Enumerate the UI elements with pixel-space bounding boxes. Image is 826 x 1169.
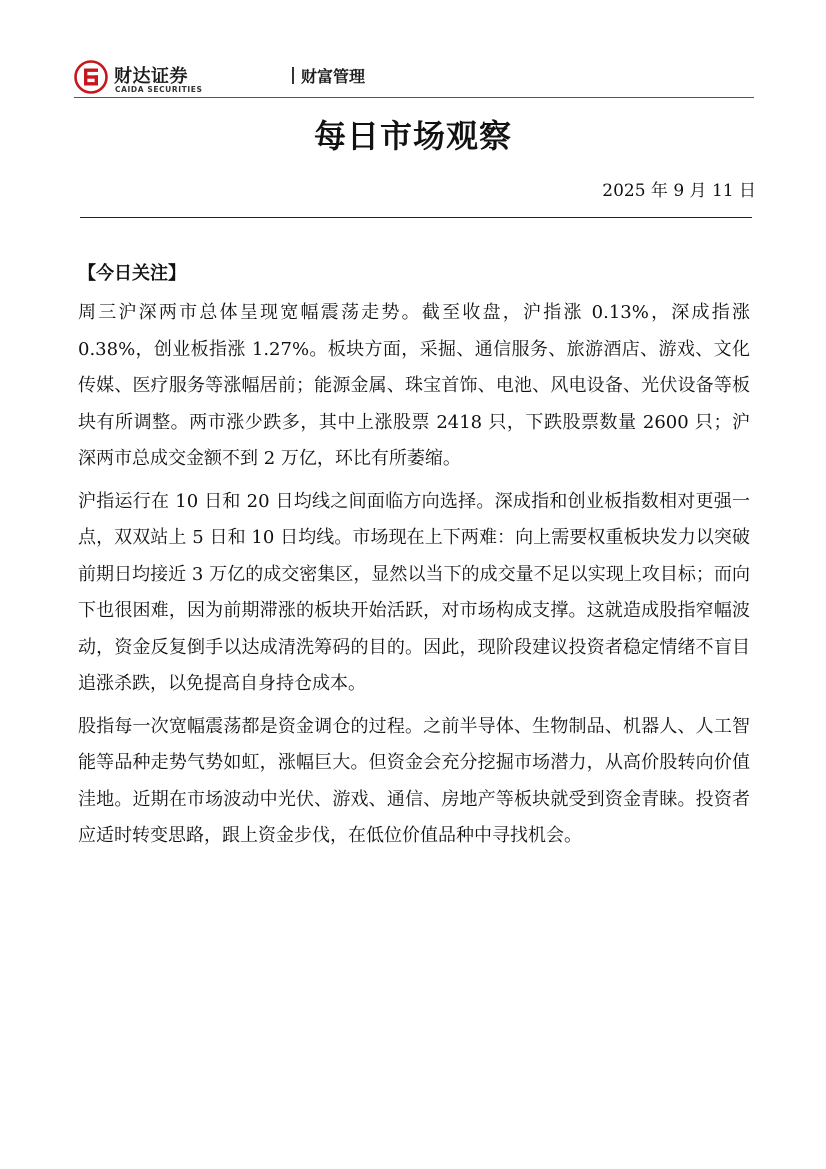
- page-header: [74, 58, 754, 98]
- title-divider: [80, 217, 752, 218]
- report-date: 2025 年 9 月 11 日: [602, 181, 756, 201]
- brand-name-en: CAIDA SECURITIES: [115, 85, 203, 94]
- section-heading: 【今日关注】: [78, 263, 186, 284]
- header-divider: [74, 97, 754, 98]
- division-name: 财富管理: [301, 67, 366, 86]
- section-body: [78, 295, 750, 861]
- paragraph-market-summary: 周三沪深两市总体呈现宽幅震荡走势。截至收盘，沪指涨 0.13%，深成指涨 0.38%，创业板指涨 1.27%。板块方面，采掘、通信服务、旅游酒店、游戏、文化传媒、医疗服务等涨幅居前；能源金属、珠宝首饰、电池、风电设备、光伏设备等板块有所调整。两市涨少跌多，其中上涨股票 2418 只，下跌股票数量 2600 只；沪深两市总成交金额不到 2 万亿，环比有所萎缩。: [78, 302, 750, 469]
- brand-separator: [292, 67, 294, 84]
- report-title: 每日市场观察: [313, 117, 512, 155]
- paragraph-index-analysis: 沪指运行在 10 日和 20 日均线之间面临方向选择。深成指和创业板指数相对更强一点，双双站上 5 日和 10 日均线。市场现在上下两难：向上需要权重板块发力以突破前期日均接近 3 万亿的成交密集区，显然以当下的成交量不足以实现上攻目标；而向下也很困难，因为前期滞涨的板块开始活跃，对市场构成支撑。这就造成股指窄幅波动，资金反复倒手以达成清洗筹码的目的。因此，现阶段建议投资者稳定情绪不盲目追涨杀跌，以免提高自身持仓成本。: [78, 490, 750, 694]
- paragraph-capital-rotation: 股指每一次宽幅震荡都是资金调仓的过程。之前半导体、生物制品、机器人、人工智能等品种走势气势如虹，涨幅巨大。但资金会充分挖掘市场潜力，从高价股转向价值洼地。近期在市场波动中光伏、游戏、通信、房地产等板块就受到资金青睐。投资者应适时转变思路，跟上资金步伐，在低位价值品种中寻找机会。: [78, 715, 750, 846]
- brand-name-cn: 财达证券: [114, 66, 188, 87]
- caida-logo-icon: [74, 60, 108, 94]
